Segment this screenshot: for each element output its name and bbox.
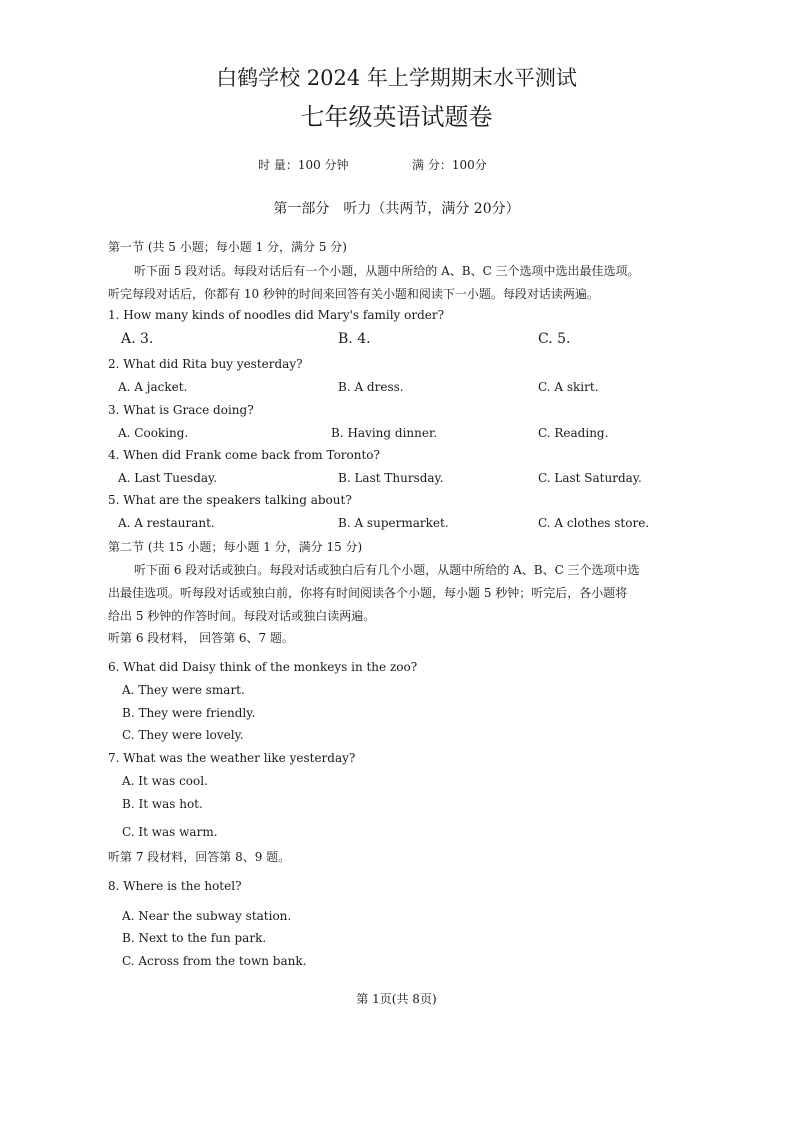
full-score: 满 分：100分 bbox=[412, 158, 487, 172]
exam-subtitle: 七年级英语试题卷 bbox=[300, 103, 493, 131]
q4-option-b: B. Last Thursday. bbox=[338, 471, 444, 485]
question-1: 1. How many kinds of noodles did Mary's family order? bbox=[108, 308, 445, 322]
question-5: 5. What are the speakers talking about? bbox=[108, 493, 352, 507]
time-limit: 时 量：100 分钟 bbox=[258, 158, 349, 172]
q3-option-b: B. Having dinner. bbox=[331, 426, 438, 440]
material-7-note: 听第 7 段材料，回答第 8、9 题。 bbox=[108, 850, 291, 864]
q5-option-c: C. A clothes store. bbox=[538, 516, 650, 530]
q8-option-a: A. Near the subway station. bbox=[122, 909, 292, 923]
section2-heading: 第二节 (共 15 小题；每小题 1 分，满分 15 分) bbox=[108, 540, 363, 554]
section2-instruction-line1: 听下面 6 段对话或独白。每段对话或独白后有几个小题，从题中所给的 A、B、C 三个选项中选 bbox=[134, 563, 640, 577]
question-7: 7. What was the weather like yesterday? bbox=[108, 751, 356, 765]
q3-option-c: C. Reading. bbox=[538, 426, 609, 440]
q2-option-a: A. A jacket. bbox=[118, 380, 188, 394]
part1-title: 第一部分 听力（共两节，满分 20分） bbox=[273, 201, 520, 217]
question-4: 4. When did Frank come back from Toronto? bbox=[108, 448, 380, 462]
q6-option-a: A. They were smart. bbox=[122, 683, 245, 697]
q2-option-b: B. A dress. bbox=[338, 380, 404, 394]
section1-heading: 第一节 (共 5 小题；每小题 1 分，满分 5 分) bbox=[108, 240, 347, 254]
q6-option-b: B. They were friendly. bbox=[122, 706, 256, 720]
q7-option-a: A. It was cool. bbox=[122, 774, 208, 788]
q7-option-b: B. It was hot. bbox=[122, 797, 203, 811]
q6-option-c: C. They were lovely. bbox=[122, 728, 244, 742]
q4-option-c: C. Last Saturday. bbox=[538, 471, 642, 485]
q2-option-c: C. A skirt. bbox=[538, 380, 599, 394]
q3-option-a: A. Cooking. bbox=[118, 426, 189, 440]
q1-option-b: B. 4. bbox=[338, 331, 371, 347]
q7-option-c: C. It was warm. bbox=[122, 825, 218, 839]
question-2: 2. What did Rita buy yesterday? bbox=[108, 357, 303, 371]
section1-instruction-line1: 听下面 5 段对话。每段对话后有一个小题，从题中所给的 A、B、C 三个选项中选出最佳选项。 bbox=[134, 264, 640, 278]
q1-option-c: C. 5. bbox=[538, 331, 571, 347]
q1-option-a: A. 3. bbox=[121, 331, 154, 347]
exam-title: 白鹤学校 2024 年上学期期末水平测试 bbox=[216, 66, 577, 90]
q8-option-c: C. Across from the town bank. bbox=[122, 954, 307, 968]
question-3: 3. What is Grace doing? bbox=[108, 403, 254, 417]
section1-instruction-line2: 听完每段对话后，你都有 10 秒钟的时间来回答有关小题和阅读下一小题。每段对话读两遍。 bbox=[108, 287, 599, 301]
question-6: 6. What did Daisy think of the monkeys in the zoo? bbox=[108, 660, 418, 674]
page-number: 第 1页(共 8页) bbox=[356, 992, 437, 1006]
q4-option-a: A. Last Tuesday. bbox=[118, 471, 218, 485]
q5-option-b: B. A supermarket. bbox=[338, 516, 449, 530]
section2-instruction-line3: 给出 5 秒钟的作答时间。每段对话或独白读两遍。 bbox=[108, 609, 376, 623]
material-6-note: 听第 6 段材料， 回答第 6、7 题。 bbox=[108, 631, 294, 645]
question-8: 8. Where is the hotel? bbox=[108, 879, 242, 893]
q8-option-b: B. Next to the fun park. bbox=[122, 931, 267, 945]
section2-instruction-line2: 出最佳选项。听每段对话或独白前，你将有时间阅读各个小题，每小题 5 秒钟；听完后，各小题将 bbox=[108, 586, 628, 600]
q5-option-a: A. A restaurant. bbox=[118, 516, 215, 530]
